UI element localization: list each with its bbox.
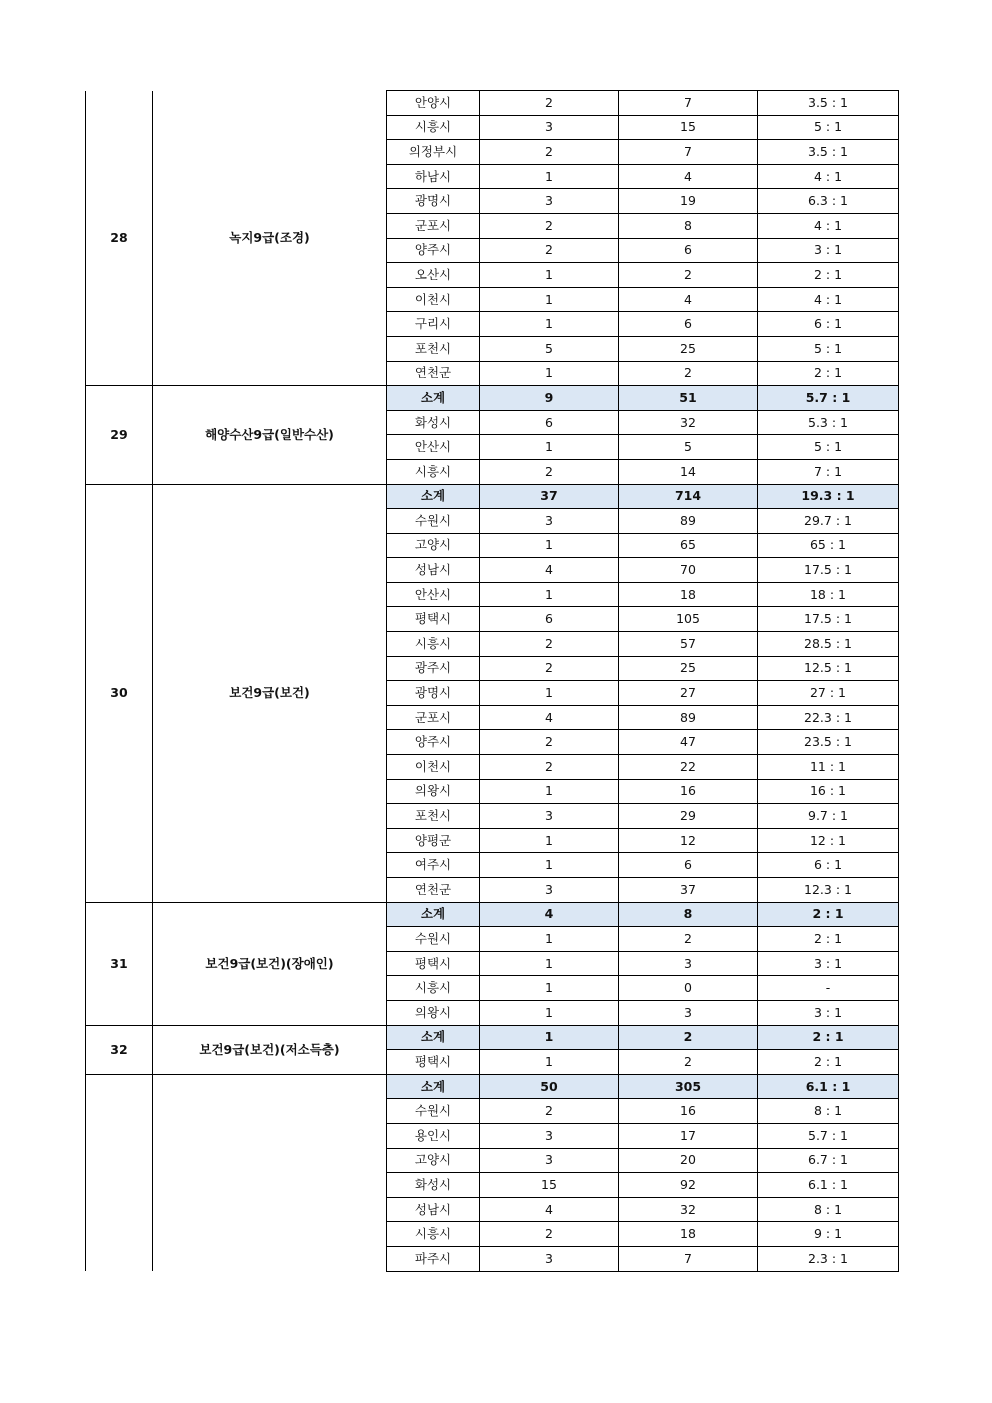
ratio-cell: 3 : 1 bbox=[758, 1000, 899, 1025]
region-cell: 화성시 bbox=[387, 410, 480, 435]
job-category: 보건9급(보건) bbox=[153, 484, 387, 902]
region-cell: 시흥시 bbox=[387, 976, 480, 1001]
quota-cell: 1 bbox=[480, 164, 619, 189]
region-cell: 구리시 bbox=[387, 312, 480, 337]
applicants-cell: 32 bbox=[619, 410, 758, 435]
quota-cell: 1 bbox=[480, 976, 619, 1001]
ratio-cell: 3.5 : 1 bbox=[758, 140, 899, 165]
ratio-cell: 6.1 : 1 bbox=[758, 1074, 899, 1099]
ratio-cell: 8 : 1 bbox=[758, 1197, 899, 1222]
region-cell: 화성시 bbox=[387, 1173, 480, 1198]
quota-cell: 4 bbox=[480, 558, 619, 583]
ratio-cell: 12.5 : 1 bbox=[758, 656, 899, 681]
region-cell: 군포시 bbox=[387, 213, 480, 238]
ratio-cell: 65 : 1 bbox=[758, 533, 899, 558]
quota-cell: 2 bbox=[480, 755, 619, 780]
region-cell: 소계 bbox=[387, 484, 480, 509]
ratio-cell: 7 : 1 bbox=[758, 459, 899, 484]
ratio-cell: 12.3 : 1 bbox=[758, 878, 899, 903]
applicants-cell: 25 bbox=[619, 656, 758, 681]
applicants-cell: 7 bbox=[619, 1246, 758, 1271]
ratio-cell: - bbox=[758, 976, 899, 1001]
quota-cell: 3 bbox=[480, 1123, 619, 1148]
region-cell: 포천시 bbox=[387, 804, 480, 829]
region-cell: 안양시 bbox=[387, 91, 480, 116]
region-cell: 연천군 bbox=[387, 878, 480, 903]
region-cell: 평택시 bbox=[387, 1050, 480, 1075]
quota-cell: 6 bbox=[480, 410, 619, 435]
quota-cell: 1 bbox=[480, 1000, 619, 1025]
applicants-cell: 32 bbox=[619, 1197, 758, 1222]
quota-cell: 15 bbox=[480, 1173, 619, 1198]
ratio-cell: 2.3 : 1 bbox=[758, 1246, 899, 1271]
ratio-cell: 23.5 : 1 bbox=[758, 730, 899, 755]
region-cell: 용인시 bbox=[387, 1123, 480, 1148]
quota-cell: 5 bbox=[480, 336, 619, 361]
quota-cell: 2 bbox=[480, 238, 619, 263]
quota-cell: 1 bbox=[480, 1050, 619, 1075]
region-cell: 시흥시 bbox=[387, 1222, 480, 1247]
applicants-cell: 47 bbox=[619, 730, 758, 755]
region-cell: 광명시 bbox=[387, 681, 480, 706]
quota-cell: 2 bbox=[480, 656, 619, 681]
ratio-cell: 22.3 : 1 bbox=[758, 705, 899, 730]
applicants-cell: 25 bbox=[619, 336, 758, 361]
ratio-cell: 19.3 : 1 bbox=[758, 484, 899, 509]
region-cell: 시흥시 bbox=[387, 115, 480, 140]
applicants-cell: 7 bbox=[619, 91, 758, 116]
applicants-cell: 8 bbox=[619, 213, 758, 238]
ratio-cell: 5 : 1 bbox=[758, 336, 899, 361]
applicants-cell: 29 bbox=[619, 804, 758, 829]
quota-cell: 1 bbox=[480, 287, 619, 312]
region-cell: 시흥시 bbox=[387, 459, 480, 484]
group-number: 32 bbox=[86, 1025, 153, 1074]
applicants-cell: 7 bbox=[619, 140, 758, 165]
subtotal-row bbox=[86, 1074, 899, 1099]
ratio-cell: 9 : 1 bbox=[758, 1222, 899, 1247]
applicants-cell: 305 bbox=[619, 1074, 758, 1099]
ratio-cell: 6 : 1 bbox=[758, 853, 899, 878]
region-cell: 하남시 bbox=[387, 164, 480, 189]
applicants-cell: 51 bbox=[619, 386, 758, 411]
applicants-cell: 15 bbox=[619, 115, 758, 140]
applicants-cell: 18 bbox=[619, 582, 758, 607]
applicants-cell: 6 bbox=[619, 312, 758, 337]
applicants-cell: 2 bbox=[619, 927, 758, 952]
region-cell: 파주시 bbox=[387, 1246, 480, 1271]
quota-cell: 2 bbox=[480, 140, 619, 165]
quota-cell: 1 bbox=[480, 435, 619, 460]
ratio-cell: 4 : 1 bbox=[758, 213, 899, 238]
quota-cell: 1 bbox=[480, 533, 619, 558]
applicants-cell: 0 bbox=[619, 976, 758, 1001]
region-cell: 소계 bbox=[387, 902, 480, 927]
subtotal-row bbox=[86, 1025, 899, 1050]
competition-ratio-table bbox=[85, 90, 899, 1272]
ratio-cell: 3.5 : 1 bbox=[758, 91, 899, 116]
ratio-cell: 4 : 1 bbox=[758, 287, 899, 312]
ratio-cell: 12 : 1 bbox=[758, 828, 899, 853]
applicants-cell: 89 bbox=[619, 705, 758, 730]
quota-cell: 1 bbox=[480, 681, 619, 706]
job-category: 녹지9급(조경) bbox=[153, 91, 387, 386]
quota-cell: 1 bbox=[480, 951, 619, 976]
region-cell: 수원시 bbox=[387, 1099, 480, 1124]
ratio-cell: 2 : 1 bbox=[758, 1025, 899, 1050]
ratio-cell: 11 : 1 bbox=[758, 755, 899, 780]
ratio-cell: 2 : 1 bbox=[758, 902, 899, 927]
job-category: 보건9급(보건)(장애인) bbox=[153, 902, 387, 1025]
applicants-cell: 5 bbox=[619, 435, 758, 460]
ratio-cell: 28.5 : 1 bbox=[758, 632, 899, 657]
region-cell: 고양시 bbox=[387, 533, 480, 558]
ratio-cell: 6 : 1 bbox=[758, 312, 899, 337]
quota-cell: 1 bbox=[480, 582, 619, 607]
ratio-cell: 17.5 : 1 bbox=[758, 558, 899, 583]
quota-cell: 1 bbox=[480, 853, 619, 878]
applicants-cell: 22 bbox=[619, 755, 758, 780]
ratio-cell: 5 : 1 bbox=[758, 435, 899, 460]
quota-cell: 2 bbox=[480, 1099, 619, 1124]
ratio-cell: 3 : 1 bbox=[758, 951, 899, 976]
ratio-cell: 5 : 1 bbox=[758, 115, 899, 140]
region-cell: 여주시 bbox=[387, 853, 480, 878]
region-cell: 안산시 bbox=[387, 435, 480, 460]
applicants-cell: 19 bbox=[619, 189, 758, 214]
quota-cell: 6 bbox=[480, 607, 619, 632]
region-cell: 성남시 bbox=[387, 1197, 480, 1222]
subtotal-row bbox=[86, 902, 899, 927]
region-cell: 수원시 bbox=[387, 509, 480, 534]
region-cell: 의정부시 bbox=[387, 140, 480, 165]
ratio-cell: 2 : 1 bbox=[758, 361, 899, 386]
ratio-cell: 3 : 1 bbox=[758, 238, 899, 263]
applicants-cell: 57 bbox=[619, 632, 758, 657]
quota-cell: 37 bbox=[480, 484, 619, 509]
ratio-cell: 6.7 : 1 bbox=[758, 1148, 899, 1173]
region-cell: 소계 bbox=[387, 1074, 480, 1099]
applicants-cell: 17 bbox=[619, 1123, 758, 1148]
region-cell: 평택시 bbox=[387, 607, 480, 632]
quota-cell: 3 bbox=[480, 878, 619, 903]
region-cell: 이천시 bbox=[387, 755, 480, 780]
quota-cell: 1 bbox=[480, 927, 619, 952]
ratio-cell: 2 : 1 bbox=[758, 1050, 899, 1075]
region-cell: 광명시 bbox=[387, 189, 480, 214]
quota-cell: 1 bbox=[480, 828, 619, 853]
quota-cell: 2 bbox=[480, 632, 619, 657]
applicants-cell: 20 bbox=[619, 1148, 758, 1173]
applicants-cell: 18 bbox=[619, 1222, 758, 1247]
region-cell: 양주시 bbox=[387, 730, 480, 755]
ratio-cell: 6.1 : 1 bbox=[758, 1173, 899, 1198]
quota-cell: 1 bbox=[480, 779, 619, 804]
region-cell: 포천시 bbox=[387, 336, 480, 361]
quota-cell: 1 bbox=[480, 263, 619, 288]
applicants-cell: 4 bbox=[619, 164, 758, 189]
ratio-cell: 18 : 1 bbox=[758, 582, 899, 607]
applicants-cell: 16 bbox=[619, 1099, 758, 1124]
region-cell: 군포시 bbox=[387, 705, 480, 730]
recruitment-competition-table bbox=[85, 90, 898, 1272]
job-category: 해양수산9급(일반수산) bbox=[153, 386, 387, 484]
quota-cell: 9 bbox=[480, 386, 619, 411]
applicants-cell: 3 bbox=[619, 951, 758, 976]
quota-cell: 2 bbox=[480, 91, 619, 116]
applicants-cell: 4 bbox=[619, 287, 758, 312]
applicants-cell: 89 bbox=[619, 509, 758, 534]
region-cell: 성남시 bbox=[387, 558, 480, 583]
region-cell: 평택시 bbox=[387, 951, 480, 976]
applicants-cell: 714 bbox=[619, 484, 758, 509]
ratio-cell: 8 : 1 bbox=[758, 1099, 899, 1124]
region-cell: 연천군 bbox=[387, 361, 480, 386]
applicants-cell: 6 bbox=[619, 238, 758, 263]
applicants-cell: 12 bbox=[619, 828, 758, 853]
region-cell: 소계 bbox=[387, 1025, 480, 1050]
ratio-cell: 2 : 1 bbox=[758, 927, 899, 952]
region-cell: 광주시 bbox=[387, 656, 480, 681]
quota-cell: 3 bbox=[480, 804, 619, 829]
quota-cell: 2 bbox=[480, 1222, 619, 1247]
subtotal-row bbox=[86, 386, 899, 411]
region-cell: 고양시 bbox=[387, 1148, 480, 1173]
ratio-cell: 6.3 : 1 bbox=[758, 189, 899, 214]
applicants-cell: 14 bbox=[619, 459, 758, 484]
region-cell: 수원시 bbox=[387, 927, 480, 952]
quota-cell: 1 bbox=[480, 312, 619, 337]
group-number: 28 bbox=[86, 91, 153, 386]
applicants-cell: 105 bbox=[619, 607, 758, 632]
job-category: 보건9급(보건)(저소득층) bbox=[153, 1025, 387, 1074]
group-number: 29 bbox=[86, 386, 153, 484]
ratio-cell: 5.7 : 1 bbox=[758, 1123, 899, 1148]
applicants-cell: 37 bbox=[619, 878, 758, 903]
applicants-cell: 2 bbox=[619, 1050, 758, 1075]
region-cell: 이천시 bbox=[387, 287, 480, 312]
applicants-cell: 65 bbox=[619, 533, 758, 558]
region-cell: 오산시 bbox=[387, 263, 480, 288]
applicants-cell: 3 bbox=[619, 1000, 758, 1025]
region-cell: 의왕시 bbox=[387, 1000, 480, 1025]
region-cell: 소계 bbox=[387, 386, 480, 411]
quota-cell: 4 bbox=[480, 902, 619, 927]
region-cell: 양주시 bbox=[387, 238, 480, 263]
quota-cell: 3 bbox=[480, 509, 619, 534]
applicants-cell: 27 bbox=[619, 681, 758, 706]
quota-cell: 2 bbox=[480, 459, 619, 484]
ratio-cell: 9.7 : 1 bbox=[758, 804, 899, 829]
quota-cell: 1 bbox=[480, 1025, 619, 1050]
applicants-cell: 2 bbox=[619, 361, 758, 386]
group-number bbox=[86, 1074, 153, 1271]
quota-cell: 1 bbox=[480, 361, 619, 386]
ratio-cell: 5.3 : 1 bbox=[758, 410, 899, 435]
ratio-cell: 27 : 1 bbox=[758, 681, 899, 706]
ratio-cell: 17.5 : 1 bbox=[758, 607, 899, 632]
ratio-cell: 5.7 : 1 bbox=[758, 386, 899, 411]
applicants-cell: 2 bbox=[619, 263, 758, 288]
applicants-cell: 8 bbox=[619, 902, 758, 927]
ratio-cell: 16 : 1 bbox=[758, 779, 899, 804]
region-cell: 의왕시 bbox=[387, 779, 480, 804]
ratio-cell: 29.7 : 1 bbox=[758, 509, 899, 534]
quota-cell: 2 bbox=[480, 730, 619, 755]
quota-cell: 3 bbox=[480, 1246, 619, 1271]
region-cell: 안산시 bbox=[387, 582, 480, 607]
group-number: 31 bbox=[86, 902, 153, 1025]
quota-cell: 50 bbox=[480, 1074, 619, 1099]
applicants-cell: 2 bbox=[619, 1025, 758, 1050]
region-cell: 시흥시 bbox=[387, 632, 480, 657]
applicants-cell: 16 bbox=[619, 779, 758, 804]
quota-cell: 3 bbox=[480, 115, 619, 140]
applicants-cell: 70 bbox=[619, 558, 758, 583]
quota-cell: 4 bbox=[480, 1197, 619, 1222]
subtotal-row bbox=[86, 484, 899, 509]
group-number: 30 bbox=[86, 484, 153, 902]
quota-cell: 3 bbox=[480, 1148, 619, 1173]
applicants-cell: 6 bbox=[619, 853, 758, 878]
ratio-cell: 4 : 1 bbox=[758, 164, 899, 189]
quota-cell: 3 bbox=[480, 189, 619, 214]
table-row bbox=[86, 91, 899, 116]
job-category bbox=[153, 1074, 387, 1271]
quota-cell: 2 bbox=[480, 213, 619, 238]
region-cell: 양평군 bbox=[387, 828, 480, 853]
quota-cell: 4 bbox=[480, 705, 619, 730]
applicants-cell: 92 bbox=[619, 1173, 758, 1198]
ratio-cell: 2 : 1 bbox=[758, 263, 899, 288]
